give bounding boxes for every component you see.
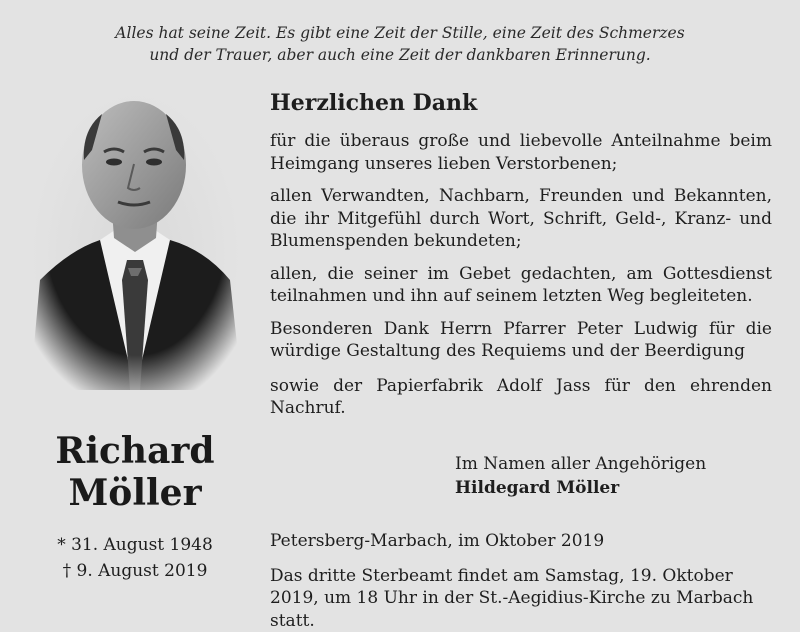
- signature-block: [455, 452, 775, 500]
- motto: [0, 22, 800, 66]
- motto-line-1: Alles hat seine Zeit. Es gibt eine Zeit der Stille, eine Zeit des Schmerzes: [115, 24, 685, 42]
- deceased-first-name: Richard: [55, 430, 215, 472]
- thanks-section: [270, 88, 772, 430]
- deceased-name: [30, 430, 240, 514]
- motto-line-2: und der Trauer, aber auch eine Zeit der dankbaren Erinnerung.: [149, 46, 651, 64]
- thanks-paragraph-1: für die überaus große und liebevolle Anteilnahme beim Heimgang unseres lieben Verstorbenen;: [270, 131, 772, 174]
- life-dates: [30, 532, 240, 584]
- deceased-last-name: Möller: [68, 472, 202, 514]
- signature-intro: Im Namen aller Angehörigen: [455, 454, 707, 474]
- closing-section: [270, 530, 776, 632]
- death-date: † 9. August 2019: [62, 561, 208, 581]
- signer-name: Hildegard Möller: [455, 478, 620, 498]
- thanks-paragraph-2: allen Verwandten, Nachbarn, Freunden und Bekannten, die ihr Mitgefühl durch Wort, Schrift, Geld-, Kranz- und Blumenspenden bekundeten;: [270, 186, 772, 251]
- thanks-paragraph-4: Besonderen Dank Herrn Pfarrer Peter Ludwig für die würdige Gestaltung des Requiems und der Beerdigung: [270, 318, 772, 361]
- thanks-paragraph-5: sowie der Papierfabrik Adolf Jass für den ehrenden Nachruf.: [270, 375, 772, 418]
- place-date: Petersberg-Marbach, im Oktober 2019: [270, 531, 605, 551]
- thanks-paragraph-3: allen, die seiner im Gebet gedachten, am Gottesdienst teilnahmen und ihn auf seinem letzten Weg begleiteten.: [270, 263, 772, 306]
- portrait-photo: [30, 90, 242, 390]
- service-notice: Das dritte Sterbeamt findet am Samstag, 19. Oktober 2019, um 18 Uhr in der St.-Aegidius-Kirche zu Marbach statt.: [270, 565, 754, 631]
- thanks-heading: Herzlichen Dank: [270, 90, 478, 116]
- birth-date: * 31. August 1948: [57, 535, 213, 555]
